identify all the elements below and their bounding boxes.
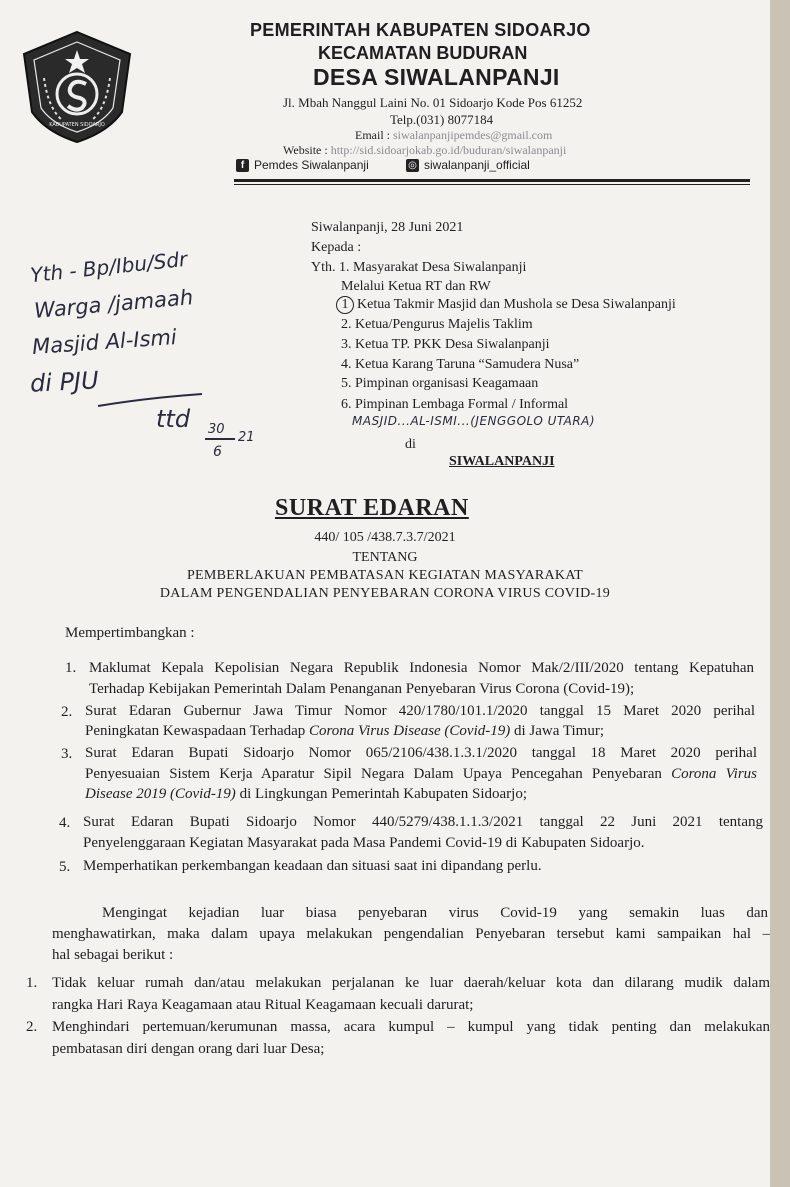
recipient-main: Yth. 1. Masyarakat Desa Siwalanpanji [311,260,527,275]
recipient-item: 3. Ketua TP. PKK Desa Siwalanpanji [341,337,550,352]
office-email [355,128,552,143]
recipient-item: 6. Pimpinan Lembaga Formal / Informal [341,397,569,412]
instagram-icon: ◎ [406,159,419,172]
recipient-item: 2. Ketua/Pengurus Majelis Taklim [341,317,533,332]
handwritten-note: Masjid Al-Ismi [31,324,178,360]
list-number: 3. [61,746,73,762]
considering-item: Maklumat Kepala Kepolisian Negara Republik Indonesia Nomor Mak/2/III/2020 tentang Kepatuhan [89,660,754,676]
list-number: 1. [26,975,38,991]
recipient-item: 4. Ketua Karang Taruna “Samudera Nusa” [341,357,580,372]
handwritten-note: di PJU [29,366,100,398]
gov-name: PEMERINTAH KABUPATEN SIDOARJO [250,20,591,40]
list-number: 4. [59,815,71,831]
facebook-icon: f [236,159,249,172]
list-number: 2. [26,1019,38,1035]
recipient-via: Melalui Ketua RT dan RW [341,279,491,294]
considering-label: Mempertimbangkan : [65,625,195,641]
body-point: pembatasan diri dengan orang dari luar Desa; [52,1041,325,1057]
website-label: Website : [283,143,328,157]
sidoarjo-emblem-logo [18,28,136,146]
handwritten-note: Warga /jamaah [33,285,195,323]
office-website [283,143,566,158]
email-value: siwalanpanjipemdes@gmail.com [393,128,553,142]
body-paragraph: hal sebagai berikut : [52,947,174,963]
handwritten-date-year: 21 [238,430,255,445]
background-table-edge [770,0,790,1187]
subject-line-1: PEMBERLAKUAN PEMBATASAN KEGIATAN MASYARAKAT [186,568,584,583]
handwritten-fraction-line [205,438,235,440]
list-number: 1. [65,660,77,676]
body-point: Menghindari pertemuan/kerumunan massa, acara kumpul – kumpul yang tidak penting dan melakukan [52,1019,770,1035]
office-phone: Telp.(031) 8077184 [390,112,494,127]
list-number: 5. [59,859,71,875]
email-label: Email : [355,128,390,142]
considering-item: Disease 2019 (Covid-19) di Lingkungan Pemerintah Kabupaten Sidoarjo; [85,786,528,802]
handwritten-date-day: 30 [208,422,225,437]
handwritten-note: Yth - Bp/Ibu/Sdr [29,246,189,288]
recipient-item: 5. Pimpinan organisasi Keagamaan [341,376,539,391]
list-number: 2. [61,704,73,720]
destination: SIWALANPANJI [449,454,555,469]
considering-item: Peningkatan Kewaspadaan Terhadap Corona Virus Disease (Covid-19) di Jawa Timur; [85,723,605,739]
considering-item: Penyelenggaraan Kegiatan Masyarakat pada Masa Pandemi Covid-19 di Kabupaten Sidoarjo. [83,835,645,851]
letter-date: Siwalanpanji, 28 Juni 2021 [311,220,464,235]
body-paragraph: menghawatirkan, maka dalam upaya melakukan pengendalian Penyebaran tersebut kami sampaikan hal – [52,926,770,942]
letter-number: 440/ 105 /438.7.3.7/2021 [314,530,456,545]
office-address: Jl. Mbah Nanggul Laini No. 01 Sidoarjo Kode Pos 61252 [283,95,583,110]
letter-title: SURAT EDARAN [275,495,469,521]
di-label: di [405,437,416,452]
body-point: rangka Hari Raya Keagamaan atau Ritual Keagamaan kecuali darurat; [52,997,474,1013]
handwritten-date-month: 6 [213,444,222,460]
considering-item: Memperhatikan perkembangan keadaan dan situasi saat ini dipandang perlu. [83,858,542,874]
considering-item: Surat Edaran Bupati Sidoarjo Nomor 065/2106/438.1.3.1/2020 tanggal 18 Maret 2020 perihal [85,745,757,761]
subject-line-2: DALAM PENGENDALIAN PENYEBARAN CORONA VIRUS COVID-19 [159,586,611,601]
letterhead-rule-thin [234,184,750,185]
recipient-item: 1 Ketua Takmir Masjid dan Mushola se Desa Siwalanpanji [336,296,676,314]
svg-text:KABUPATEN SIDOARJO: KABUPATEN SIDOARJO [49,122,105,128]
village-name: DESA SIWALANPANJI [313,64,560,90]
district-name: KECAMATAN BUDURAN [318,43,528,63]
tentang-label: TENTANG [352,550,418,565]
handwritten-initial: ttd [156,405,191,433]
facebook-handle: f Pemdes Siwalanpanji [236,158,369,172]
body-point: Tidak keluar rumah dan/atau melakukan perjalanan ke luar daerah/keluar kota dan dilarang mudik dalam [52,975,770,991]
instagram-handle: ◎ siwalanpanji_official [406,158,530,172]
considering-item: Penyesuaian Sistem Kerja Aparatur Sipil Negara Dalam Upaya Pencegahan Penyebaran Corona Virus [85,766,757,782]
letterhead-rule-thick [234,179,750,182]
handwritten-recipient: MASJID...AL-ISMI...(JENGGOLO UTARA) [352,414,596,428]
considering-item: Surat Edaran Gubernur Jawa Timur Nomor 420/1780/101.1/2020 tanggal 15 Maret 2020 perihal [85,703,755,719]
kepada-label: Kepada : [311,240,362,255]
considering-item: Terhadap Kebijakan Pemerintah Dalam Penanganan Penyebaran Virus Corona (Covid-19); [89,681,635,697]
considering-item: Surat Edaran Bupati Sidoarjo Nomor 440/5279/438.1.1.3/2021 tanggal 22 Juni 2021 tentang [83,814,763,830]
body-paragraph: Mengingat kejadian luar biasa penyebaran virus Covid-19 yang semakin luas dan [102,905,768,921]
website-value: http://sid.sidoarjokab.go.id/buduran/siwalanpanji [330,143,567,157]
